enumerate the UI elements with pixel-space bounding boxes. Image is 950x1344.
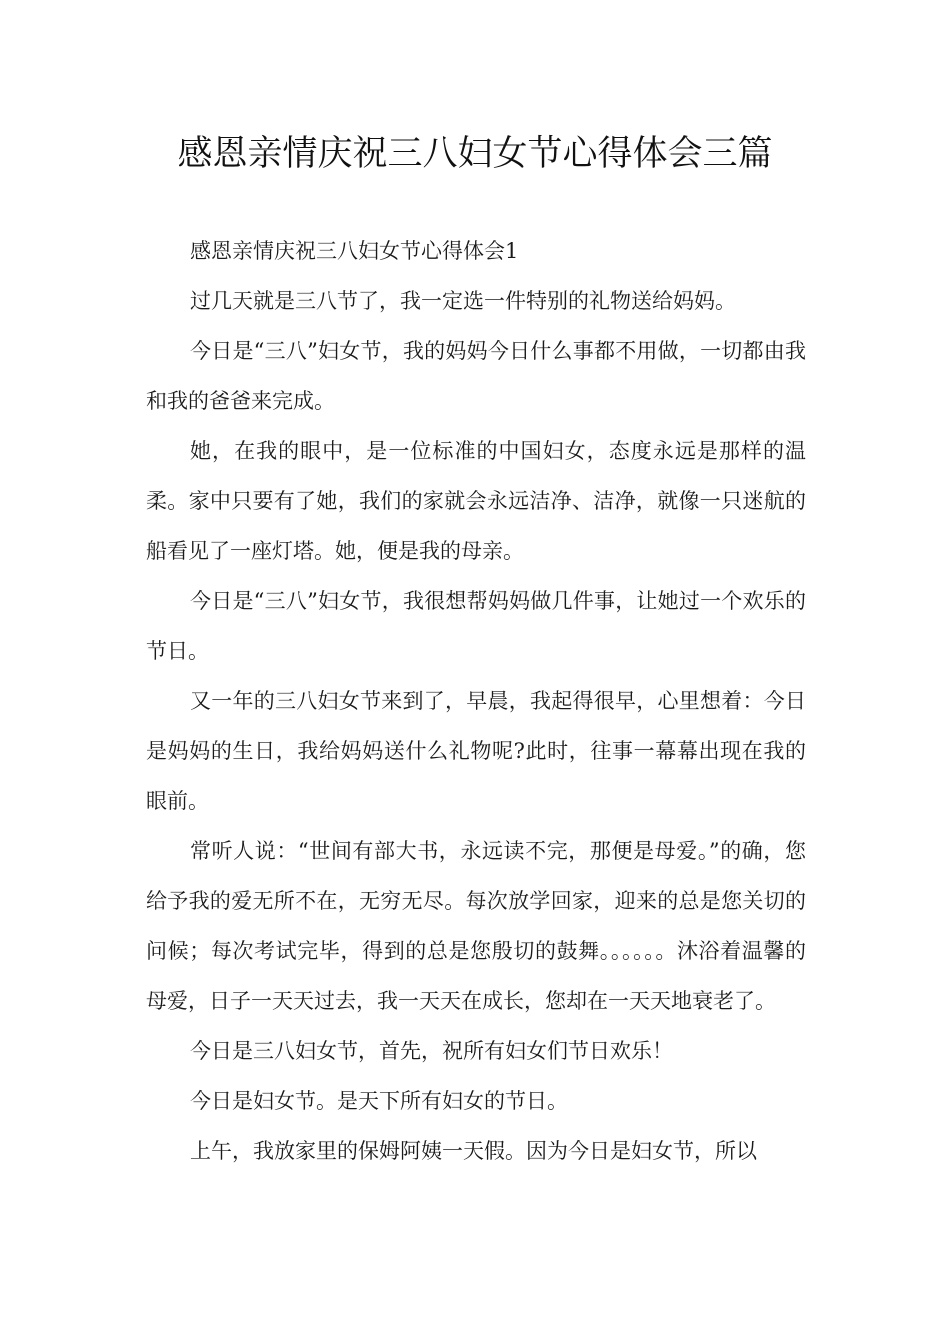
paragraph: 她，在我的眼中，是一位标准的中国妇女，态度永远是那样的温柔。家中只要有了她，我们的家就会永远洁净、洁净，就像一只迷航的船看见了一座灯塔。她，便是我的母亲。	[146, 439, 806, 563]
paragraph: 今日是妇女节。是天下所有妇女的节日。	[190, 1089, 568, 1113]
paragraph: 又一年的三八妇女节来到了，早晨，我起得很早，心里想着：今日是妈妈的生日，我给妈妈送什么礼物呢?此时，往事一幕幕出现在我的眼前。	[146, 689, 806, 813]
paragraph: 今日是“三八”妇女节，我的妈妈今日什么事都不用做，一切都由我和我的爸爸来完成。	[146, 339, 806, 413]
paragraph-subtitle: 感恩亲情庆祝三八妇女节心得体会1	[190, 239, 519, 263]
document-body	[146, 226, 806, 1176]
paragraph: 上午，我放家里的保姆阿姨一天假。因为今日是妇女节，所以	[190, 1139, 757, 1163]
document-title: 感恩亲情庆祝三八妇女节心得体会三篇	[177, 134, 773, 174]
paragraph: 过几天就是三八节了，我一定选一件特别的礼物送给妈妈。	[190, 289, 736, 313]
paragraph: 今日是三八妇女节，首先，祝所有妇女们节日欢乐！	[190, 1039, 673, 1063]
paragraph: 今日是“三八”妇女节，我很想帮妈妈做几件事，让她过一个欢乐的节日。	[146, 589, 806, 663]
paragraph: 常听人说：“世间有部大书，永远读不完，那便是母爱。”的确，您给予我的爱无所不在，无穷无尽。每次放学回家，迎来的总是您关切的问候；每次考试完毕，得到的总是您殷切的鼓舞。。。。。。沐浴着温馨的母爱，日子一天天过去，我一天天在成长，您却在一天天地衰老了。	[146, 839, 806, 1013]
